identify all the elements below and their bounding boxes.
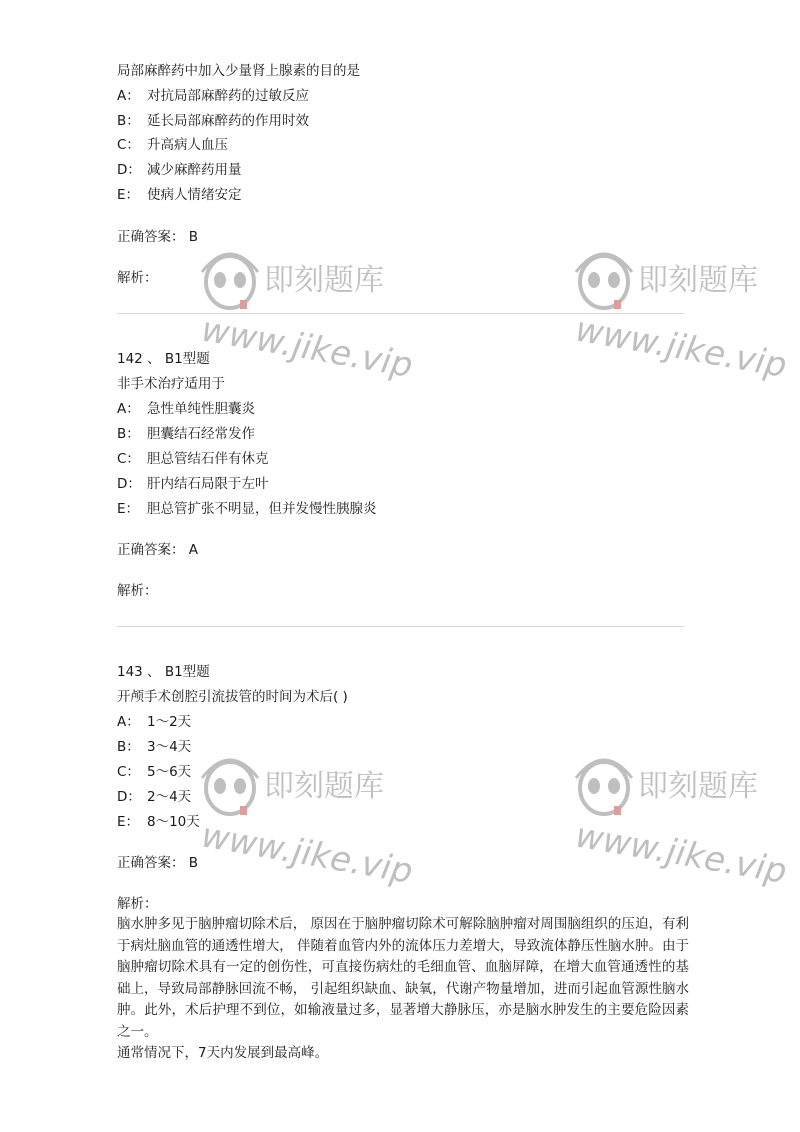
watermark-url: www.jike.vip [572,815,790,892]
option-e [117,186,242,204]
correct-answer: 正确答案： B [117,855,199,871]
panda-logo-icon [196,232,426,386]
option-d [117,475,269,493]
option-letter: C： [117,137,140,153]
option-b [117,112,309,130]
question-stem: 局部麻醉药中加入少量肾上腺素的目的是 [117,63,360,79]
option-b [117,738,191,756]
option-text: 胆总管结石伴有休克 [147,451,269,467]
watermark-url: www.jike.vip [572,309,790,386]
option-text: 减少麻醉药用量 [147,162,242,178]
watermark [196,738,426,892]
panda-logo-icon [570,738,800,892]
watermark [196,232,426,386]
option-letter: B： [117,113,140,129]
option-text: 对抗局部麻醉药的过敏反应 [147,88,309,104]
analysis-paragraph: 脑水肿多见于脑肿瘤切除术后， 原因在于脑肿瘤切除术可解除脑肿瘤对周围脑组织的压迫，有利于病灶脑血管的通透性增大， 伴随着血管内外的流体压力差增大，导致流体静压性脑水肿。由于脑肿瘤切除术具有一定的创伤性，可直接伤病灶的毛细血管、血脑屏障，在增大血管通透性的基础上，导致局部静脉回流不畅， 引起组织缺血、缺氧，代谢产物量增加，进而引起血管源性脑水肿。此外，术后护理不到位，如输液量过多，显著增大静脉压，亦是脑水肿发生的主要危险因素之一。 [117,916,689,1040]
question-stem: 开颅手术创腔引流拔管的时间为术后( ) [117,689,348,705]
option-text: 急性单纯性胆囊炎 [147,401,255,417]
option-d [117,161,242,179]
option-text: 肝内结石局限于左叶 [147,476,269,492]
option-text: 3～4天 [147,739,192,755]
watermark-url: www.jike.vip [198,309,416,386]
option-text: 8～10天 [147,814,200,830]
option-text: 2～4天 [147,789,192,805]
question-stem: 非手术治疗适用于 [117,376,225,392]
option-letter: A： [117,401,140,417]
question-divider [117,626,684,627]
option-text: 1～2天 [147,714,192,730]
analysis-label: 解析： [117,270,158,286]
option-c [117,136,228,154]
option-letter: E： [117,814,140,830]
option-text: 胆总管扩张不明显，但并发慢性胰腺炎 [147,501,377,517]
option-letter: D： [117,476,141,492]
watermark-brand: 即刻题库 [638,263,758,298]
correct-answer: 正确答案： B [117,229,199,245]
option-letter: A： [117,714,140,730]
analysis-label: 解析： [117,583,158,599]
analysis-label: 解析： [117,896,158,912]
option-b [117,425,255,443]
option-c [117,450,269,468]
option-text: 使病人情绪安定 [147,187,242,203]
watermark [570,232,790,386]
option-e [117,500,377,518]
option-text: 延长局部麻醉药的作用时效 [147,113,309,129]
analysis-text [117,914,689,1065]
correct-answer: 正确答案： A [117,542,199,558]
option-e [117,813,200,831]
option-a [117,713,191,731]
option-letter: C： [117,764,140,780]
question-header: 143 、 B1型题 [117,664,210,680]
option-text: 5～6天 [147,764,192,780]
panda-logo-icon [570,232,800,386]
question-divider [117,313,684,314]
option-d [117,788,191,806]
panda-logo-icon [196,738,426,892]
option-letter: B： [117,426,140,442]
watermark-brand: 即刻题库 [264,769,384,804]
analysis-paragraph: 通常情况下，7天内发展到最高峰。 [117,1045,329,1061]
option-text: 胆囊结石经常发作 [147,426,255,442]
watermark-url: www.jike.vip [198,815,416,892]
option-a [117,87,309,105]
option-letter: E： [117,187,140,203]
option-letter: C： [117,451,140,467]
watermark-brand: 即刻题库 [264,263,384,298]
option-letter: B： [117,739,140,755]
option-text: 升高病人血压 [147,137,228,153]
option-c [117,763,191,781]
option-letter: D： [117,789,141,805]
option-a [117,400,255,418]
option-letter: A： [117,88,140,104]
option-letter: D： [117,162,141,178]
watermark-brand: 即刻题库 [638,769,758,804]
question-header: 142 、 B1型题 [117,351,210,367]
option-letter: E： [117,501,140,517]
watermark [570,738,790,892]
